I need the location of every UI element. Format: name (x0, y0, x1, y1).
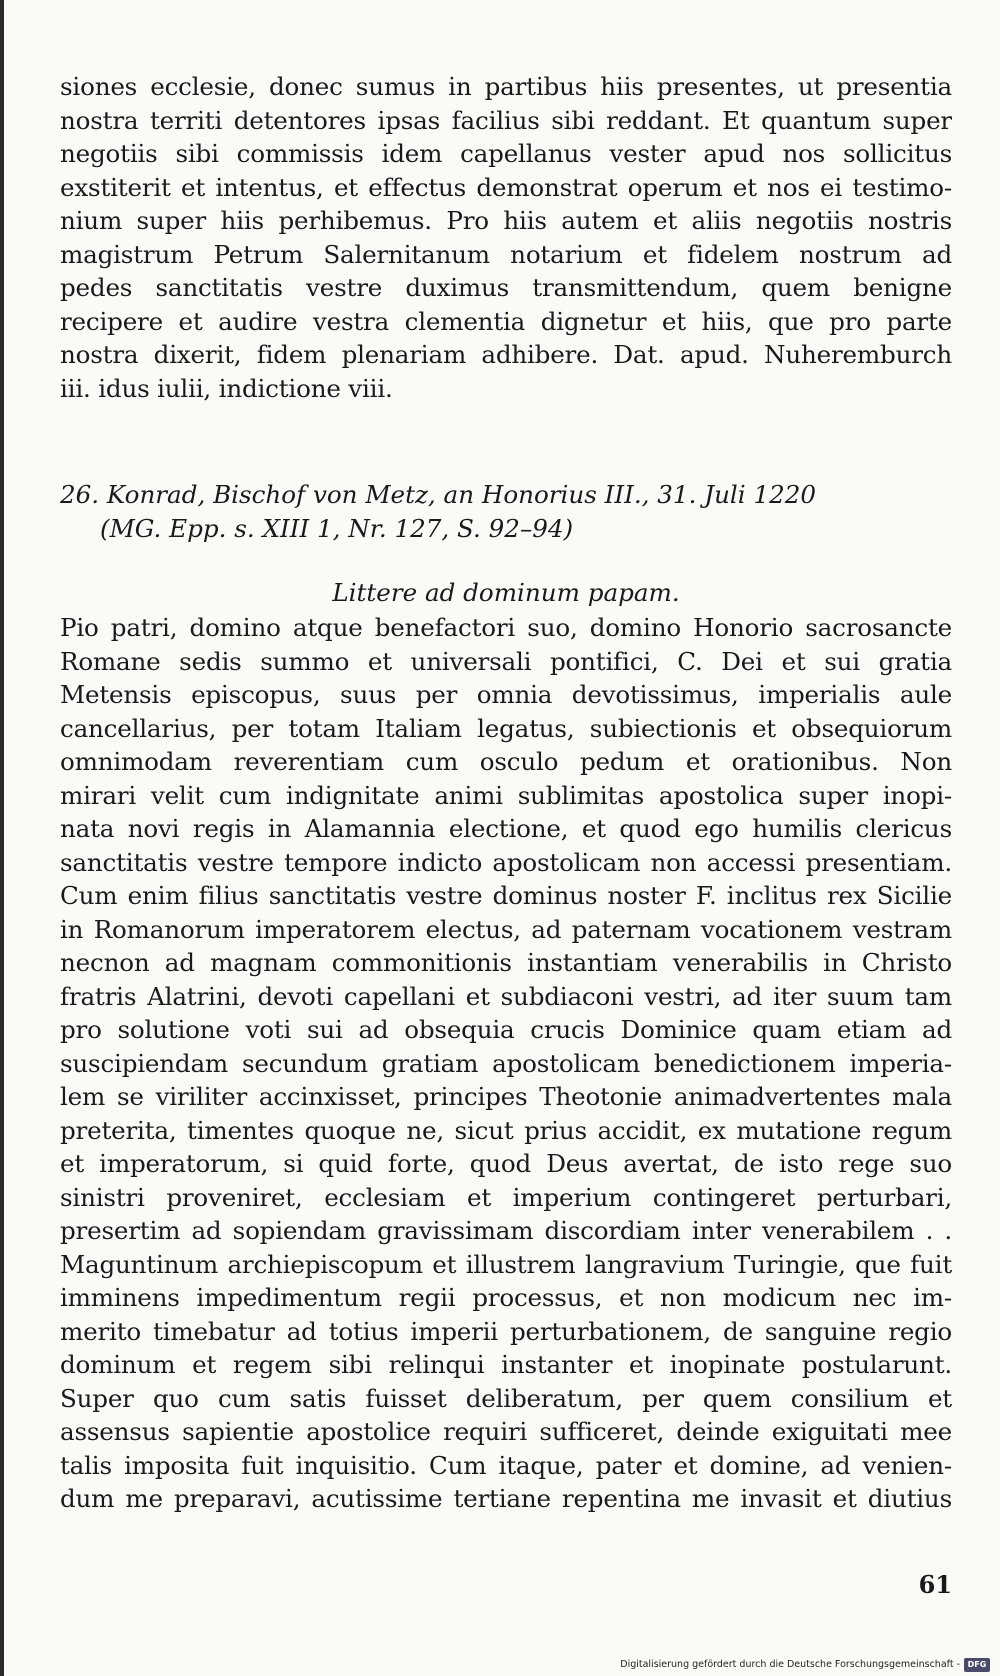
text-line: presertim ad sopiendam gravissimam discordiam inter venerabilem . . (60, 1216, 952, 1245)
text-line: negotiis sibi commissis idem capellanus vester apud nos sollicitus (60, 139, 952, 168)
text-line: et imperatorum, si quid forte, quod Deus avertat, de isto rege suo (60, 1149, 952, 1178)
page-binding-edge (0, 0, 4, 1676)
text-line: Cum enim filius sanctitatis vestre dominus noster F. inclitus rex Sicilie (60, 881, 952, 910)
text-line: omnimodam reverentiam cum osculo pedum et orationibus. Non (60, 747, 952, 776)
text-line: lem se viriliter accinxisset, principes Theotonie animadvertentes mala (60, 1082, 952, 1111)
text-line: iii. idus iulii, indictione viii. (60, 373, 393, 403)
heading-line: 26. Konrad, Bischof von Metz, an Honorius III., 31. Juli 1220 (60, 480, 817, 509)
text-line: nostra dixerit, fidem plenariam adhibere. Dat. apud. Nuheremburch (60, 340, 952, 369)
text-line: suscipiendam secundum gratiam apostolicam benedictionem imperia- (60, 1048, 952, 1078)
text-line: necnon ad magnam commonitionis instantiam venerabilis in Christo (60, 948, 952, 977)
text-line: sinistri proveniret, ecclesiam et imperium contingeret perturbari, (60, 1182, 952, 1212)
paragraph-continuation (60, 70, 952, 405)
text-line: Metensis episcopus, suus per omnia devotissimus, imperialis aule (60, 680, 952, 709)
text-line: assensus sapientie apostolice requiri sufficeret, deinde exiguitati mee (60, 1417, 952, 1446)
text-line: exstiterit et intentus, et effectus demonstrat operum et nos ei testimo- (60, 172, 952, 202)
text-line: nostra territi detentores ipsas facilius sibi reddant. Et quantum super (60, 105, 952, 135)
text-line: talis imposita fuit inquisitio. Cum itaque, pater et domine, ad venien- (60, 1450, 952, 1480)
text-line: pro solutione voti sui ad obsequia crucis Dominice quam etiam ad (60, 1015, 952, 1044)
digitization-credit: Digitalisierung gefördert durch die Deutsche Forschungsgemeinschaft - (620, 1659, 960, 1670)
document-heading (60, 478, 952, 545)
text-line: Pio patri, domino atque benefactori suo, domino Honorio sacrosancte (60, 613, 952, 642)
text-line: imminens impedimentum regii processus, et non modicum nec im- (60, 1283, 952, 1312)
page-number: 61 (918, 1570, 952, 1599)
text-line: recipere et audire vestra clementia dignetur et hiis, que pro parte (60, 306, 952, 336)
text-line: preterita, timentes quoque ne, sicut prius accidit, ex mutatione regum (60, 1115, 952, 1145)
text-line: mirari velit cum indignitate animi sublimitas apostolica super inopi- (60, 780, 952, 810)
text-line: Super quo cum satis fuisset deliberatum, per quem consilium et (60, 1383, 952, 1413)
text-line: dominum et regem sibi relinqui instanter et inopinate postularunt. (60, 1350, 952, 1379)
text-line: Maguntinum archiepiscopum et illustrem langravium Turingie, que fuit (60, 1249, 952, 1279)
text-line: in Romanorum imperatorem electus, ad paternam vocationem vestram (60, 914, 952, 944)
text-line: magistrum Petrum Salernitanum notarium et fidelem nostrum ad (60, 239, 952, 269)
text-line: sanctitatis vestre tempore indicto apostolicam non accessi presentiam. (60, 847, 952, 877)
text-line: dum me preparavi, acutissime tertiane repentina me invasit et diutius (60, 1484, 952, 1513)
text-line: Romane sedis summo et universali pontifici, C. Dei et sui gratia (60, 646, 952, 676)
dfg-logo: DFG (964, 1658, 990, 1672)
letter-body (60, 611, 952, 1516)
text-line: siones ecclesie, donec sumus in partibus hiis presentes, ut presentia (60, 72, 952, 101)
text-line: fratris Alatrini, devoti capellani et subdiaconi vestri, ad iter suum tam (60, 981, 952, 1011)
letter-title: Littere ad dominum papam. (332, 578, 680, 607)
text-line: merito timebatur ad totius imperii perturbationem, de sanguine regio (60, 1316, 952, 1346)
text-line: cancellarius, per totam Italiam legatus, subiectionis et obsequiorum (60, 713, 952, 743)
text-line: nium super hiis perhibemus. Pro hiis autem et aliis negotiis nostris (60, 206, 952, 235)
text-line: nata novi regis in Alamannia electione, et quod ego humilis clericus (60, 814, 952, 843)
text-line: pedes sanctitatis vestre duximus transmittendum, quem benigne (60, 273, 952, 302)
heading-citation: (MG. Epp. s. XIII 1, Nr. 127, S. 92–94) (100, 513, 574, 543)
